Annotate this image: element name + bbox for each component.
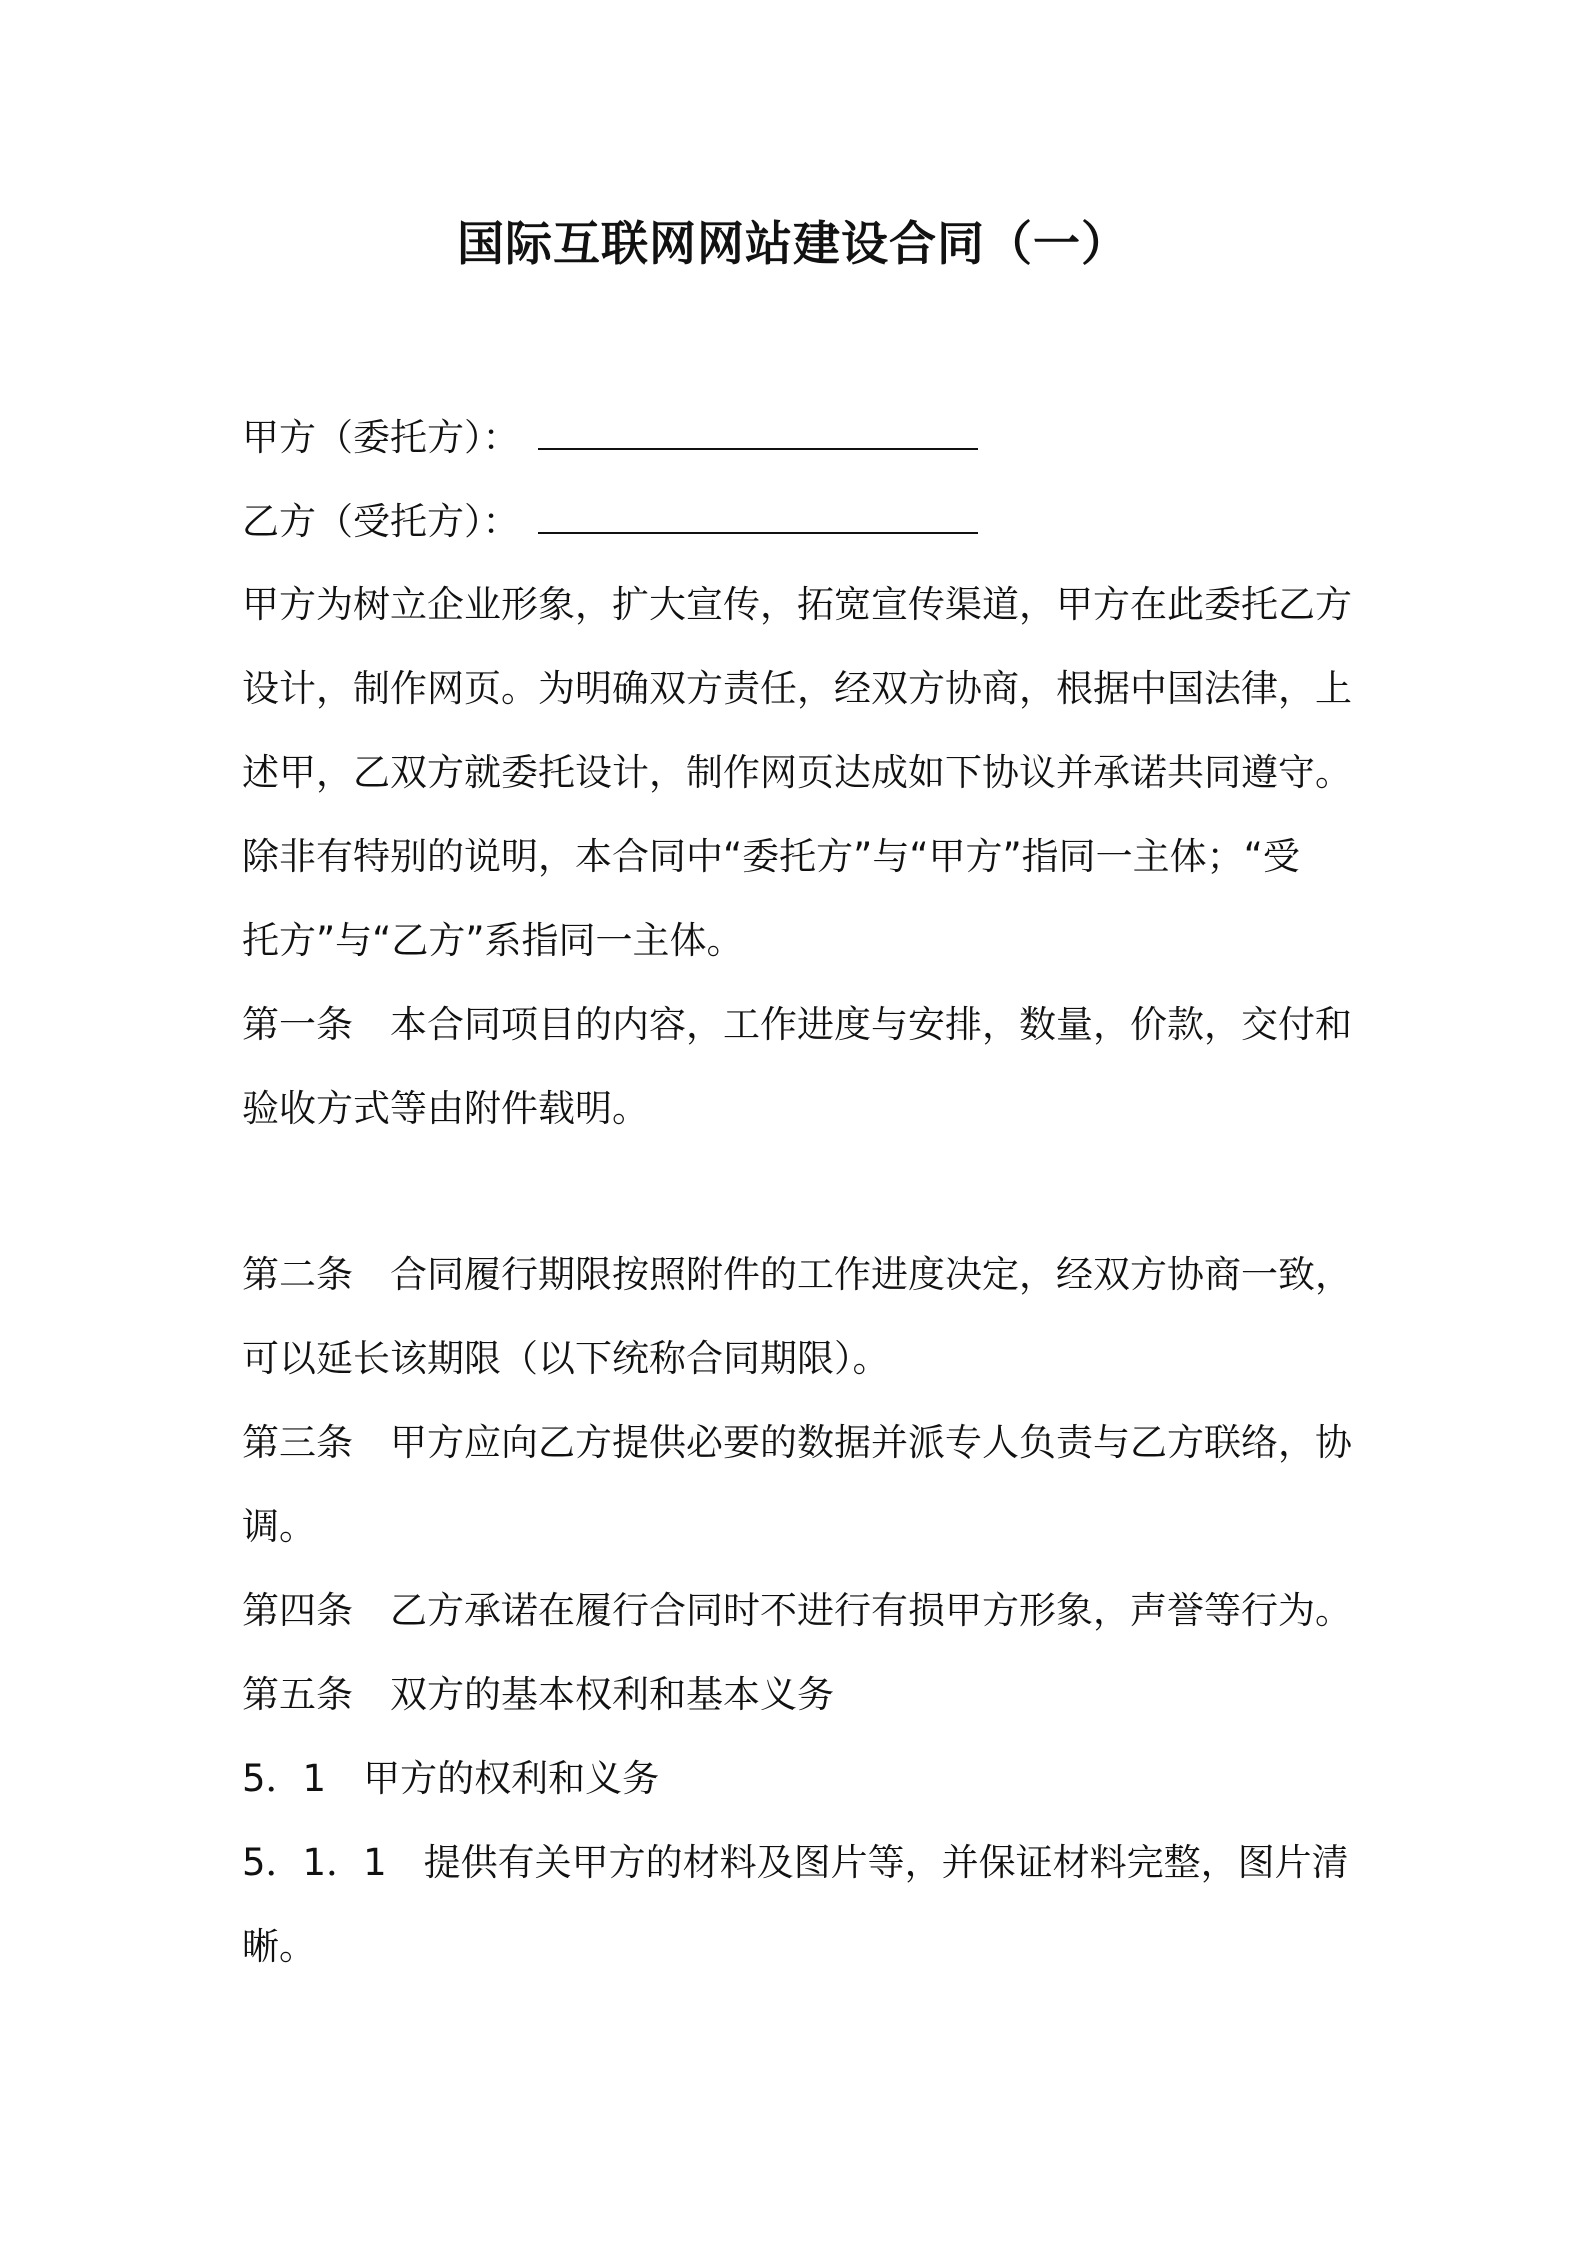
article-4-line: 第四条 乙方承诺在履行合同时不进行有损甲方形象，声誉等行为。 — [242, 1589, 1352, 1632]
party-b-line — [242, 496, 978, 547]
article-3-line: 第三条 甲方应向乙方提供必要的数据并派专人负责与乙方联络，协 — [242, 1421, 1352, 1464]
article-3-line: 调。 — [242, 1505, 316, 1548]
article-5-line: 第五条 双方的基本权利和基本义务 — [242, 1673, 834, 1716]
clause-5-1-1-line: 晰。 — [242, 1925, 316, 1968]
party-a-blank — [538, 412, 978, 450]
body-line: 托方”与“乙方”系指同一主体。 — [242, 919, 744, 962]
party-b-blank — [538, 496, 978, 534]
clause-5-1-line: 5．1 甲方的权利和义务 — [242, 1757, 660, 1800]
article-2-line: 第二条 合同履行期限按照附件的工作进度决定，经双方协商一致， — [242, 1253, 1352, 1296]
party-b-label: 乙方（受托方）： — [242, 500, 520, 543]
document-title: 国际互联网网站建设合同（一） — [457, 217, 1129, 272]
article-1-line: 第一条 本合同项目的内容，工作进度与安排，数量，价款，交付和 — [242, 1003, 1352, 1046]
clause-5-1-1-line: 5．1．1 提供有关甲方的材料及图片等，并保证材料完整，图片清 — [242, 1841, 1349, 1884]
body-line: 述甲，乙双方就委托设计，制作网页达成如下协议并承诺共同遵守。 — [242, 751, 1352, 794]
article-1-line: 验收方式等由附件载明。 — [242, 1087, 649, 1130]
party-a-line — [242, 412, 978, 463]
party-a-label: 甲方（委托方）： — [242, 416, 520, 459]
article-2-line: 可以延长该期限（以下统称合同期限）。 — [242, 1337, 890, 1380]
body-line: 甲方为树立企业形象，扩大宣传，拓宽宣传渠道，甲方在此委托乙方 — [242, 583, 1352, 626]
body-line: 除非有特别的说明，本合同中“委托方”与“甲方”指同一主体；“受 — [242, 835, 1300, 878]
body-line: 设计，制作网页。为明确双方责任，经双方协商，根据中国法律，上 — [242, 667, 1352, 710]
